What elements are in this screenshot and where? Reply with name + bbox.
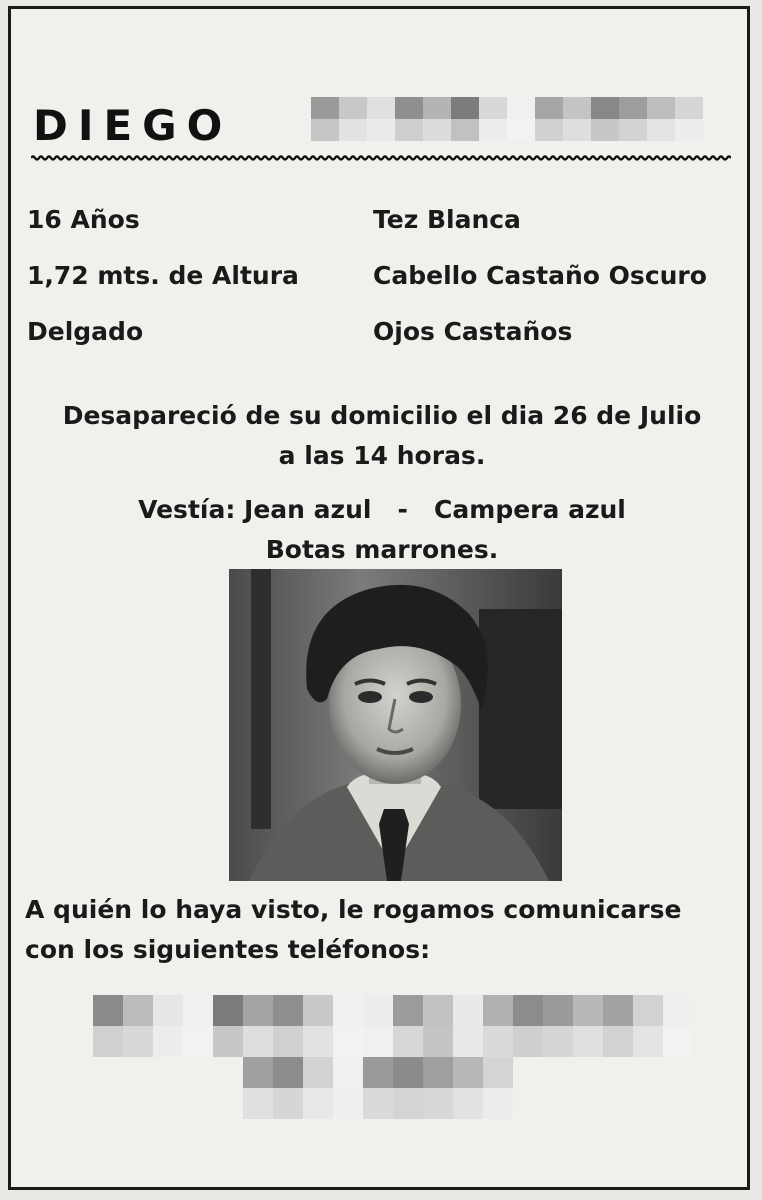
disappearance-line-2: a las 14 horas. <box>278 441 486 470</box>
appeal-line-1: A quién lo haya visto, le rogamos comunicarse <box>25 895 682 924</box>
disappearance-line-1: Desapareció de su domicilio el dia 26 de Julio <box>62 401 702 430</box>
clothing-line-1: Vestía: Jean azul - Campera azul <box>138 495 626 524</box>
attr-hair: Cabello Castaño Oscuro <box>373 261 707 290</box>
blurred-phone-numbers <box>93 995 693 1119</box>
missing-person-notice <box>8 6 750 1190</box>
portrait-image <box>229 569 562 881</box>
person-name: DIEGO <box>33 101 233 150</box>
clothing-line-2: Botas marrones. <box>265 535 499 564</box>
attr-height: 1,72 mts. de Altura <box>27 261 299 290</box>
blurred-surname <box>311 97 703 141</box>
attr-complexion: Tez Blanca <box>373 205 521 234</box>
attr-eyes: Ojos Castaños <box>373 317 573 346</box>
appeal-line-2: con los siguientes teléfonos: <box>25 935 431 964</box>
attr-build: Delgado <box>27 317 144 346</box>
wavy-divider <box>31 155 731 161</box>
attr-age: 16 Años <box>27 205 140 234</box>
portrait-photo <box>229 569 562 881</box>
